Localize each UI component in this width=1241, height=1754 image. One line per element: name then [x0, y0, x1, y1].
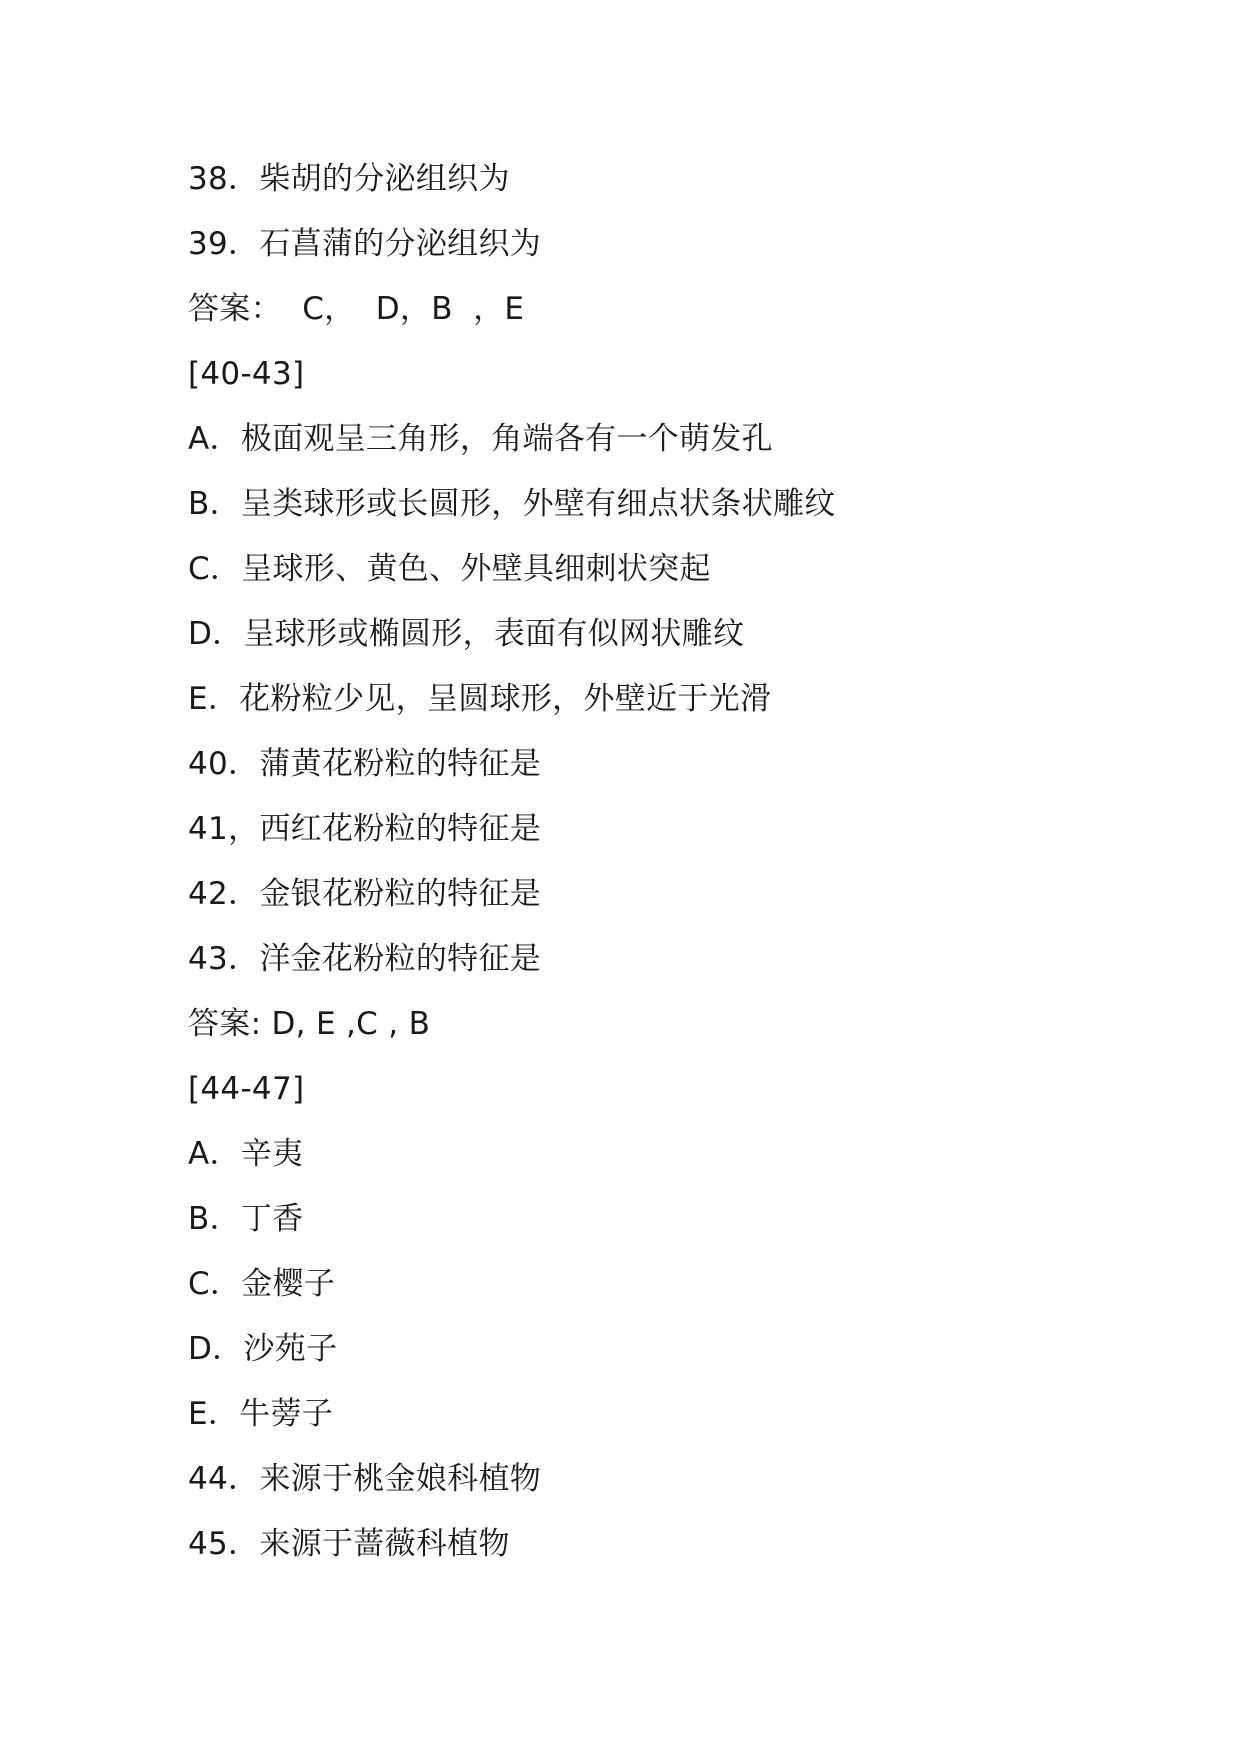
- question-38: 38．柴胡的分泌组织为: [188, 161, 510, 197]
- option-e-44-47: E．牛蒡子: [188, 1396, 334, 1432]
- section-header-44-47: [44-47]: [188, 1071, 305, 1107]
- option-c-44-47: C．金樱子: [188, 1266, 336, 1302]
- option-d-40-43: D．呈球形或椭圆形，表面有似网状雕纹: [188, 616, 745, 652]
- question-39: 39．石菖蒲的分泌组织为: [188, 226, 542, 262]
- question-42: 42．金银花粉粒的特征是: [188, 876, 542, 912]
- option-a-40-43: A．极面观呈三角形，角端各有一个萌发孔: [188, 421, 773, 457]
- question-40: 40．蒲黄花粉粒的特征是: [188, 746, 542, 782]
- question-45: 45．来源于蔷薇科植物: [188, 1526, 510, 1562]
- option-a-44-47: A．辛夷: [188, 1136, 304, 1172]
- option-e-40-43: E．花粉粒少见，呈圆球形，外壁近于光滑: [188, 681, 772, 717]
- option-d-44-47: D．沙苑子: [188, 1331, 338, 1367]
- question-44: 44．来源于桃金娘科植物: [188, 1461, 542, 1497]
- option-c-40-43: C．呈球形、黄色、外壁具细刺状突起: [188, 551, 711, 587]
- answer-38-39: 答案： C， D，B ，E: [188, 291, 525, 327]
- section-header-40-43: [40-43]: [188, 356, 305, 392]
- option-b-44-47: B．丁香: [188, 1201, 304, 1237]
- question-41: 41，西红花粉粒的特征是: [188, 811, 542, 847]
- question-43: 43．洋金花粉粒的特征是: [188, 941, 542, 977]
- option-b-40-43: B．呈类球形或长圆形，外壁有细点状条状雕纹: [188, 486, 836, 522]
- answer-40-43: 答案: D, E ,C , B: [188, 1006, 431, 1042]
- document-text-block: [188, 158, 836, 1588]
